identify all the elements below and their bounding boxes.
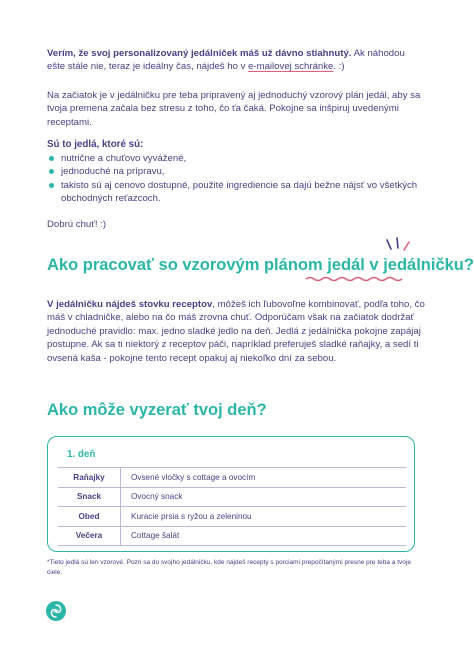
email-inbox-link[interactable]: e-mailovej schránke	[248, 61, 334, 73]
table-row	[58, 487, 406, 507]
intro-plan-paragraph: Na začiatok je v jedálničku pre teba pripravený aj jednoduchý vzorový plán jedál, aby sa tvoja premena začala bez stresu z toho, čo ťa čaká. Pokojne sa inšpiruj uvedenými receptami.	[47, 90, 421, 128]
meal-food: Cottage šalát	[121, 526, 407, 546]
list-item: nutrične a chuťovo vyvážené,	[47, 152, 422, 165]
meal-food: Ovsené vločky s cottage a ovocím	[121, 468, 407, 488]
table-row	[58, 507, 406, 527]
footnote: *Tieto jedlá sú len vzorové. Pozri sa do svojho jedálničku, kde nájdeš recepty s porciami prepočítanými presne pre teba a tvoje ciele.	[47, 559, 411, 576]
how-to-paragraph: V jedálničku nájdeš stovku receptov, môžeš ich ľubovoľne kombinovať, podľa toho, čo máš v chladničke, alebo na čo máš zrovna chuť. Odporúčam však na začiatok dodržať jednoduché pravidlo: max. jedno sladké jedlo na deň. Jedlá z jedálnička pokojne zapájaj postupne. Ak sa ti niektorý z receptov páči, napríklad preferuješ sladké raňajky, a sedí ti ovsená kaša - pokojne tento recept opakuj aj niekoľko dní za sebou.	[47, 299, 425, 364]
meal-name: Raňajky	[58, 468, 121, 488]
meal-food: Kuracie prsia s ryžou a zeleninou	[121, 507, 407, 527]
meal-food: Ovocný snack	[121, 487, 407, 507]
intro-text: Ak náhodou ešte stále nie, teraz je ideálny čas, nájdeš ho v	[47, 48, 405, 73]
table-row	[58, 468, 406, 488]
day-title: 1. deň	[67, 449, 96, 460]
closing-text: Dobrú chuť! :)	[47, 219, 107, 230]
meal-name: Obed	[58, 507, 121, 527]
meal-name: Snack	[58, 487, 121, 507]
wavy-underline-icon	[305, 276, 405, 282]
day-plan-card	[47, 436, 415, 552]
list-item: takisto sú aj cenovo dostupné, použité ingrediencie sa dajú bežne nájsť vo všetkých obchodných reťazcoch.	[47, 179, 422, 206]
meal-name: Večera	[58, 526, 121, 546]
bullet-dot-icon	[49, 183, 54, 188]
features-list	[47, 152, 422, 206]
section-heading-how-to: Ako pracovať so vzorovým plánom jedál v jedálničku?	[47, 256, 474, 274]
intro-bold: Verím, že svoj personalizovaný jedálniček máš už dávno stiahnutý.	[47, 48, 352, 59]
meal-table	[58, 467, 406, 546]
intro-text-end: . :)	[333, 61, 345, 73]
table-row	[58, 526, 406, 546]
list-heading: Sú to jedlá, ktoré sú:	[47, 139, 144, 150]
section-heading-your-day: Ako môže vyzerať tvoj deň?	[47, 401, 267, 419]
sparkle-lines-icon	[383, 236, 417, 254]
list-item: jednoduché na prípravu,	[47, 165, 422, 178]
bullet-dot-icon	[49, 169, 54, 174]
intro-paragraph	[47, 47, 422, 74]
brand-logo-icon	[46, 601, 66, 621]
bullet-dot-icon	[49, 156, 54, 161]
how-to-bold: V jedálničku nájdeš stovku receptov	[47, 299, 213, 310]
heading-highlight: jedálničku	[383, 256, 464, 274]
